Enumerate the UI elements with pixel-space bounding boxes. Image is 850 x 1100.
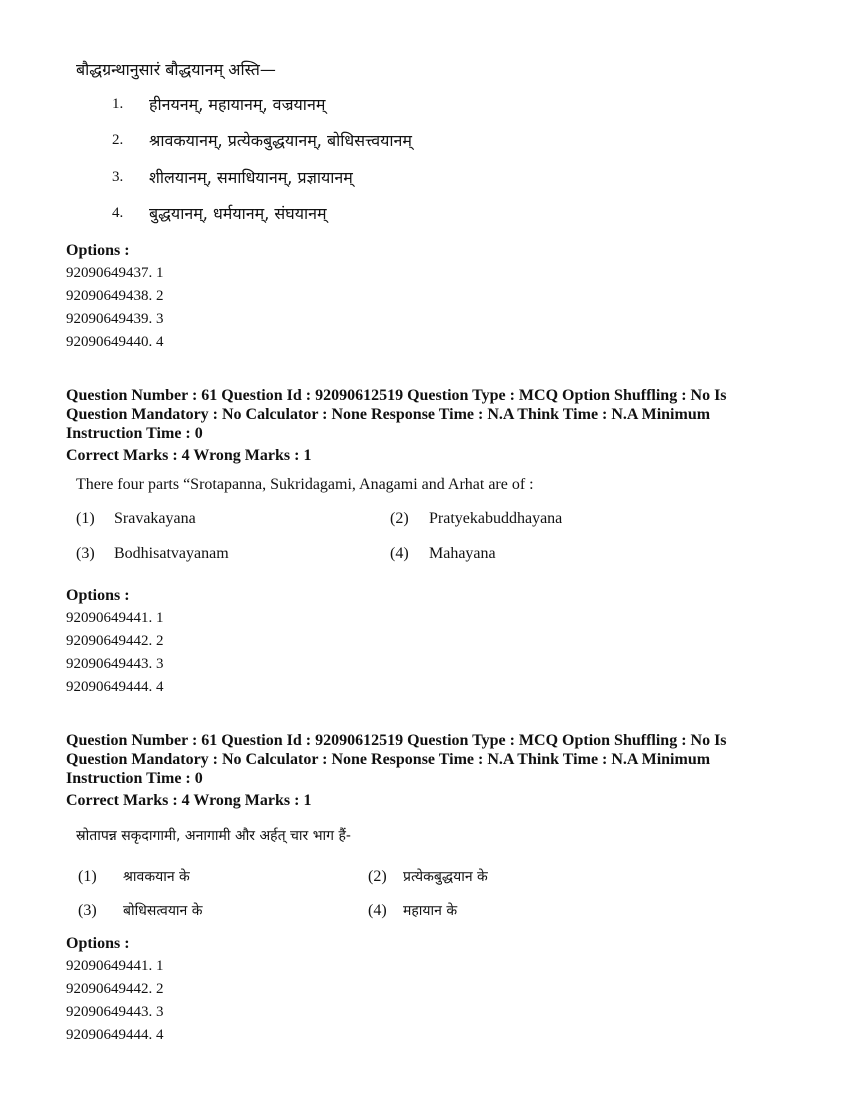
question-stem: बौद्धग्रन्थानुसारं बौद्धयानम् अस्ति— bbox=[76, 60, 276, 79]
question-meta-line: Question Mandatory : No Calculator : None Response Time : N.A Think Time : N.A Minimum bbox=[66, 751, 711, 768]
choice-text: Mahayana bbox=[429, 545, 496, 562]
option-line: 92090649443. 3 bbox=[66, 656, 164, 672]
choice-number: (3) bbox=[76, 545, 95, 562]
question-meta-line: Instruction Time : 0 bbox=[66, 425, 203, 442]
question-meta-line: Question Number : 61 Question Id : 92090612519 Question Type : MCQ Option Shuffling : No Is bbox=[66, 387, 727, 404]
item-text: बुद्धयानम्, धर्मयानम्, संघयानम् bbox=[149, 204, 327, 223]
question-meta-line: Question Mandatory : No Calculator : None Response Time : N.A Think Time : N.A Minimum bbox=[66, 406, 711, 423]
choice-text: श्रावकयान के bbox=[123, 869, 190, 885]
option-line: 92090649442. 2 bbox=[66, 633, 164, 649]
item-number: 3. bbox=[112, 169, 124, 185]
option-line: 92090649444. 4 bbox=[66, 1027, 164, 1043]
choice-number: (4) bbox=[390, 545, 409, 562]
choice-number: (2) bbox=[390, 510, 409, 527]
choice-text: महायान के bbox=[403, 903, 458, 919]
choice-text: Bodhisatvayanam bbox=[114, 545, 229, 562]
question-meta-line: Question Number : 61 Question Id : 92090612519 Question Type : MCQ Option Shuffling : No Is bbox=[66, 732, 727, 749]
question-stem: There four parts “Srotapanna, Sukridagami, Anagami and Arhat are of : bbox=[76, 476, 534, 493]
option-line: 92090649442. 2 bbox=[66, 981, 164, 997]
choice-text: प्रत्येकबुद्धयान के bbox=[403, 869, 488, 885]
choice-number: (1) bbox=[78, 868, 97, 885]
options-heading: Options : bbox=[66, 587, 130, 604]
marks-line: Correct Marks : 4 Wrong Marks : 1 bbox=[66, 792, 312, 809]
choice-text: Pratyekabuddhayana bbox=[429, 510, 563, 527]
choice-number: (3) bbox=[78, 902, 97, 919]
choice-text: बोधिसत्वयान के bbox=[123, 903, 203, 919]
choice-text: Sravakayana bbox=[114, 510, 196, 527]
marks-line: Correct Marks : 4 Wrong Marks : 1 bbox=[66, 447, 312, 464]
item-number: 4. bbox=[112, 205, 124, 221]
choice-number: (1) bbox=[76, 510, 95, 527]
options-heading: Options : bbox=[66, 242, 130, 259]
item-text: हीनयनम्, महायानम्, वज्रयानम् bbox=[149, 95, 326, 114]
question-meta-line: Instruction Time : 0 bbox=[66, 770, 203, 787]
option-line: 92090649437. 1 bbox=[66, 265, 164, 281]
option-line: 92090649441. 1 bbox=[66, 610, 164, 626]
item-number: 2. bbox=[112, 132, 124, 148]
item-text: श्रावकयानम्, प्रत्येकबुद्धयानम्, बोधिसत्त्वयानम् bbox=[149, 131, 413, 150]
option-line: 92090649443. 3 bbox=[66, 1004, 164, 1020]
choice-number: (2) bbox=[368, 868, 387, 885]
options-heading: Options : bbox=[66, 935, 130, 952]
item-number: 1. bbox=[112, 96, 124, 112]
item-text: शीलयानम्, समाधियानम्, प्रज्ञायानम् bbox=[149, 168, 353, 187]
option-line: 92090649444. 4 bbox=[66, 679, 164, 695]
option-line: 92090649440. 4 bbox=[66, 334, 164, 350]
option-line: 92090649438. 2 bbox=[66, 288, 164, 304]
question-stem: स्रोतापन्न सकृदागामी, अनागामी और अर्हत् चार भाग हैं- bbox=[76, 828, 351, 844]
choice-number: (4) bbox=[368, 902, 387, 919]
option-line: 92090649439. 3 bbox=[66, 311, 164, 327]
option-line: 92090649441. 1 bbox=[66, 958, 164, 974]
